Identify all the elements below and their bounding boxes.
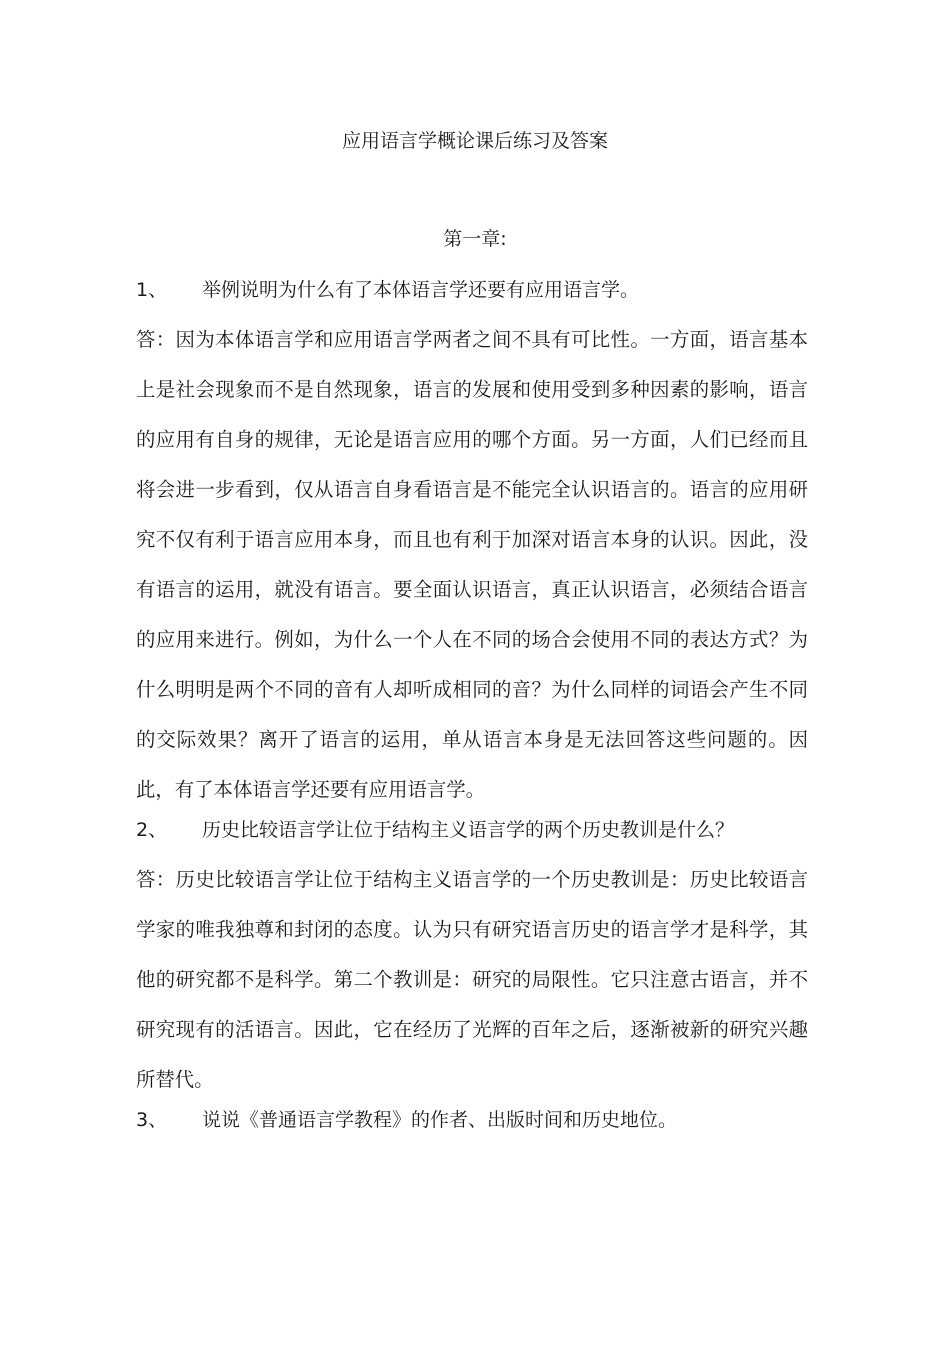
question-number: 1、	[136, 279, 168, 301]
question-text: 举例说明为什么有了本体语言学还要有应用语言学。	[202, 279, 640, 301]
answer-1: 答：因为本体语言学和应用语言学两者之间不具有可比性。一方面，语言基本上是社会现象而不是自然现象，语言的发展和使用受到多种因素的影响，语言的应用有自身的规律，无论是语言应用的哪个方面。另一方面，人们已经而且将会进一步看到，仅从语言自身看语言是不能完全认识语言的。语言的应用研究不仅有利于语言应用本身，而且也有利于加深对语言本身的认识。因此，没有语言的运用，就没有语言。要全面认识语言，真正认识语言，必须结合语言的应用来进行。例如，为什么一个人在不同的场合会使用不同的表达方式？为什么明明是两个不同的音有人却听成相同的音？为什么同样的词语会产生不同的交际效果？离开了语言的运用，单从语言本身是无法回答这些问题的。因此，有了本体语言学还要有应用语言学。	[136, 328, 808, 801]
document-title: 应用语言学概论课后练习及答案	[341, 130, 608, 152]
question-text: 历史比较语言学让位于结构主义语言学的两个历史教训是什么？	[202, 819, 735, 841]
document-body	[136, 275, 808, 1155]
question-3	[136, 1105, 808, 1135]
question-number: 3、	[136, 1109, 168, 1131]
question-number: 2、	[136, 819, 168, 841]
question-1	[136, 275, 808, 305]
question-text: 说说《普通语言学教程》的作者、出版时间和历史地位。	[202, 1109, 678, 1131]
chapter-heading: 第一章:	[443, 228, 507, 250]
answer-2: 答：历史比较语言学让位于结构主义语言学的一个历史教训是：历史比较语言学家的唯我独尊和封闭的态度。认为只有研究语言历史的语言学才是科学，其他的研究都不是科学。第二个教训是：研究的局限性。它只注意古语言，并不研究现有的活语言。因此，它在经历了光辉的百年之后，逐渐被新的研究兴趣所替代。	[136, 868, 808, 1091]
question-2	[136, 815, 808, 845]
